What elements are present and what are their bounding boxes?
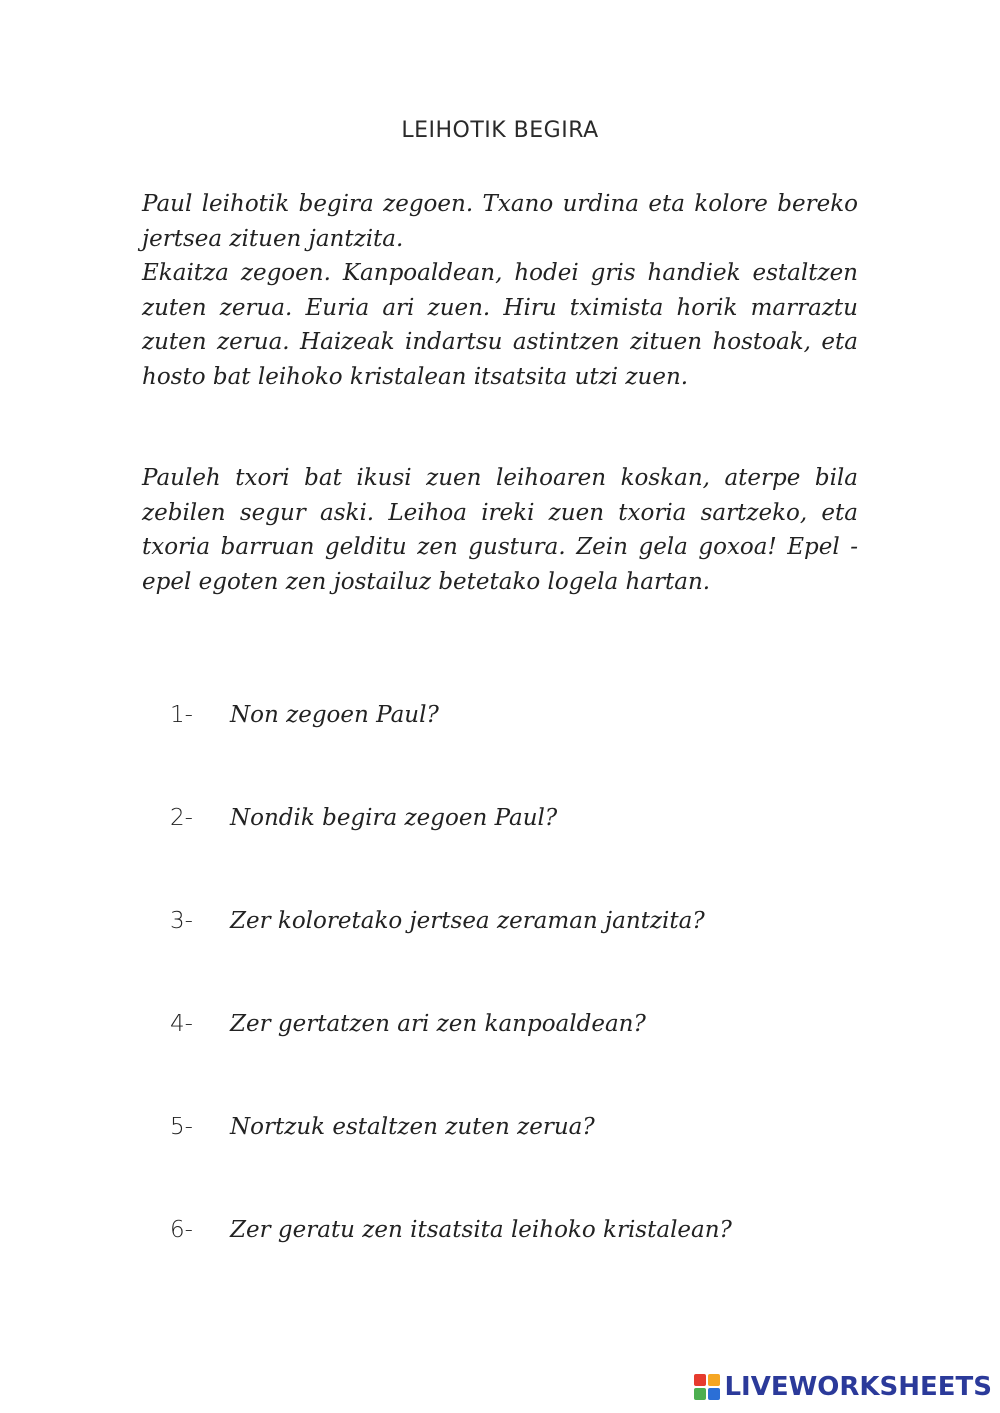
question-text: Nondik begira zegoen Paul?: [230, 805, 558, 831]
question-number: 4-: [170, 1011, 193, 1037]
question-3: [170, 908, 705, 934]
question-4: [170, 1011, 646, 1037]
logo-square-red: [694, 1374, 706, 1386]
question-5: [170, 1114, 595, 1140]
question-text: Non zegoen Paul?: [230, 702, 439, 728]
question-1: [170, 702, 439, 728]
logo-square-blue: [708, 1388, 720, 1400]
question-number: 1-: [170, 702, 193, 728]
question-number: 6-: [170, 1217, 193, 1243]
liveworksheets-watermark: [694, 1369, 992, 1405]
question-text: Zer gertatzen ari zen kanpoaldean?: [230, 1011, 646, 1037]
question-2: [170, 805, 557, 831]
question-text: Zer koloretako jertsea zeraman jantzita?: [230, 908, 705, 934]
liveworksheets-logo-icon: [694, 1374, 720, 1400]
story-paragraph-3: Pauleh txori bat ikusi zuen leihoaren koskan, aterpe bila zebilen segur aski. Leihoa ireki zuen txoria sartzeko, eta txoria barruan gelditu zen gustura. Zein gela goxoa! Epel - epel egoten zen jostailuz betetako logela hartan.: [142, 465, 858, 595]
worksheet-title: LEIHOTIK BEGIRA: [401, 118, 599, 143]
question-number: 5-: [170, 1114, 193, 1140]
question-number: 2-: [170, 805, 193, 831]
story-text-part-2: [142, 461, 858, 599]
logo-square-green: [694, 1388, 706, 1400]
question-text: Zer geratu zen itsatsita leihoko kristalean?: [230, 1217, 732, 1243]
watermark-text: LIVEWORKSHEETS: [724, 1372, 992, 1402]
question-text: Nortzuk estaltzen zuten zerua?: [230, 1114, 595, 1140]
question-number: 3-: [170, 908, 193, 934]
logo-square-orange: [708, 1374, 720, 1386]
story-paragraph-1: Paul leihotik begira zegoen. Txano urdina eta kolore bereko jertsea zituen jantzita.: [142, 191, 858, 252]
story-paragraph-2: Ekaitza zegoen. Kanpoaldean, hodei gris handiek estaltzen zuten zerua. Euria ari zuen. Hiru tximista horik marraztu zuten zerua. Haizeak indartsu astintzen zituen hostoak, eta hosto bat leihoko kristalean itsatsita utzi zuen.: [142, 260, 858, 390]
question-6: [170, 1217, 732, 1243]
story-text-part-1: [142, 187, 858, 394]
